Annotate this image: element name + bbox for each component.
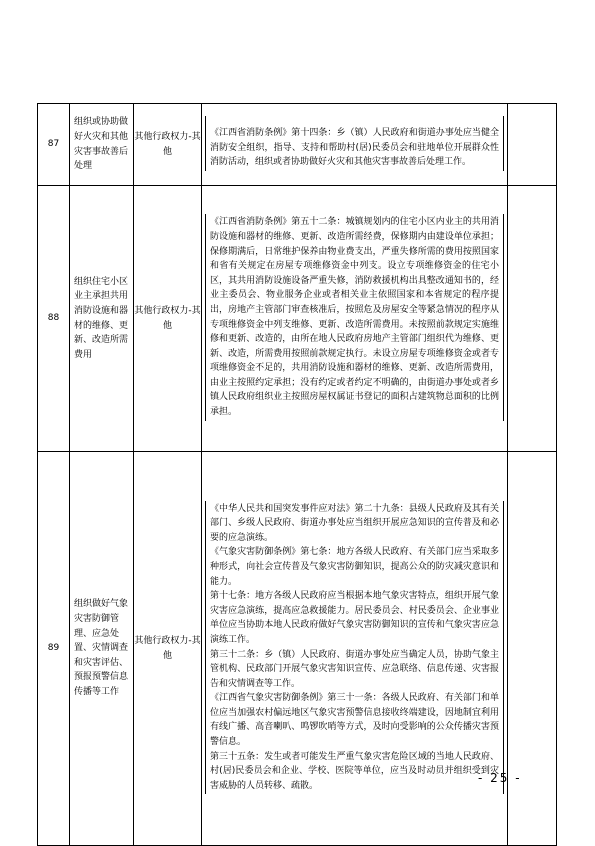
legal-basis-paragraph: 第三十五条：发生或者可能发生严重气象灾害危险区域的当地人民政府、村(居)民委员会和企业、学校、医院等单位，应当及时动员并组织受到灾害威胁的人员转移、疏散。 <box>210 751 499 791</box>
table-row <box>38 186 557 452</box>
legal-basis-cell <box>202 186 508 452</box>
legal-basis-paragraph: 《江西省消防条例》第五十二条：城镇规划内的住宅小区内业主的共用消防设施和器材的维修、更新、改造所需经费，保修期内由建设单位承担；保修期满后，日常维护保养由物业费支出，严重失修所需的费用按照国家和省有关规定在房屋专项维修资金中列支。设立专项维修资金的住宅小区，其共用消防设施设备严重失修，消防救援机构出具整改通知书的，经业主委员会、物业服务企业或者相关业主依照国家和本省规定的程序提出，房地产主管部门审查核准后，按照危及房屋安全等紧急情况的程序从专项维修资金中列支维修、更新、改造所需费用。未按照前款规定实施维修和更新、改造的，由所在地人民政府房地产主管部门组织代为维修、更新、改造，所需费用按照前款规定执行。未设立房屋专项维修资金或者专项维修资金不足的，共用消防设施和器材的维修、更新、改造所需费用，由业主按照约定承担；没有约定或者约定不明确的，由街道办事处或者乡镇人民政府组织业主按照房屋权属证书登记的面积占建筑物总面积的比例承担。 <box>210 217 499 418</box>
table-row <box>38 452 557 846</box>
legal-basis-paragraph: 《中华人民共和国突发事件应对法》第二十九条：县级人民政府及其有关部门、乡级人民政府、街道办事处应当组织开展应急知识的宣传普及和必要的应急演练。 <box>210 503 499 543</box>
item-name: 组织住宅小区业主承担共用消防设施和器材的维修、更新、改造所需费用 <box>70 186 134 452</box>
page-number: - 25 - <box>478 771 522 785</box>
powers-table <box>37 103 557 846</box>
row-number: 89 <box>38 452 70 846</box>
item-name: 组织或协助做好火灾和其他灾害事故善后处理 <box>70 104 134 186</box>
legal-basis-paragraph: 第三十二条：乡（镇）人民政府、街道办事处应当确定人员，协助气象主管机构、民政部门开展气象灾害知识宣传、应急联络、信息传递、灾害报告和灾情调查等工作。 <box>210 649 499 689</box>
row-number: 87 <box>38 104 70 186</box>
power-category: 其他行政权力-其他 <box>134 186 202 452</box>
power-category: 其他行政权力-其他 <box>134 104 202 186</box>
item-name: 组织做好气象灾害防御管理、应急处置、灾情调查和灾害评估、预报预警信息传播等工作 <box>70 452 134 846</box>
legal-basis-cell <box>202 104 508 186</box>
legal-basis-paragraph: 第十七条：地方各级人民政府应当根据本地气象灾害特点，组织开展气象灾害应急演练，提高应急救援能力。居民委员会、村民委员会、企业事业单位应当协助本地人民政府做好气象灾害防御知识的宣传和气象灾害应急演练工作。 <box>210 591 499 645</box>
legal-basis <box>205 116 504 171</box>
legal-basis-paragraph: 《气象灾害防御条例》第七条：地方各级人民政府、有关部门应当采取多种形式，向社会宣传普及气象灾害防御知识，提高公众的防灾减灾意识和能力。 <box>210 547 499 587</box>
legal-basis-paragraph: 《江西省消防条例》第十四条：乡（镇）人民政府和街道办事处应当健全消防安全组织，指导、支持和帮助村(居)民委员会和驻地单位开展群众性消防活动，组织或者协助做好火灾和其他灾害事故善后处理工作。 <box>210 128 499 168</box>
legal-basis <box>205 501 504 795</box>
power-category: 其他行政权力-其他 <box>134 452 202 846</box>
note-cell <box>508 452 557 846</box>
legal-basis <box>205 214 504 420</box>
legal-basis-cell <box>202 452 508 846</box>
legal-basis-paragraph: 《江西省气象灾害防御条例》第三十一条：各级人民政府、有关部门和单位应当加强农村偏远地区气象灾害预警信息接收终端建设，因地制宜利用有线广播、高音喇叭、鸣锣吹哨等方式，及时向受影响的公众传播灾害预警信息。 <box>210 693 499 748</box>
row-number: 88 <box>38 186 70 452</box>
table-row <box>38 104 557 186</box>
note-cell <box>508 104 557 186</box>
note-cell <box>508 186 557 452</box>
